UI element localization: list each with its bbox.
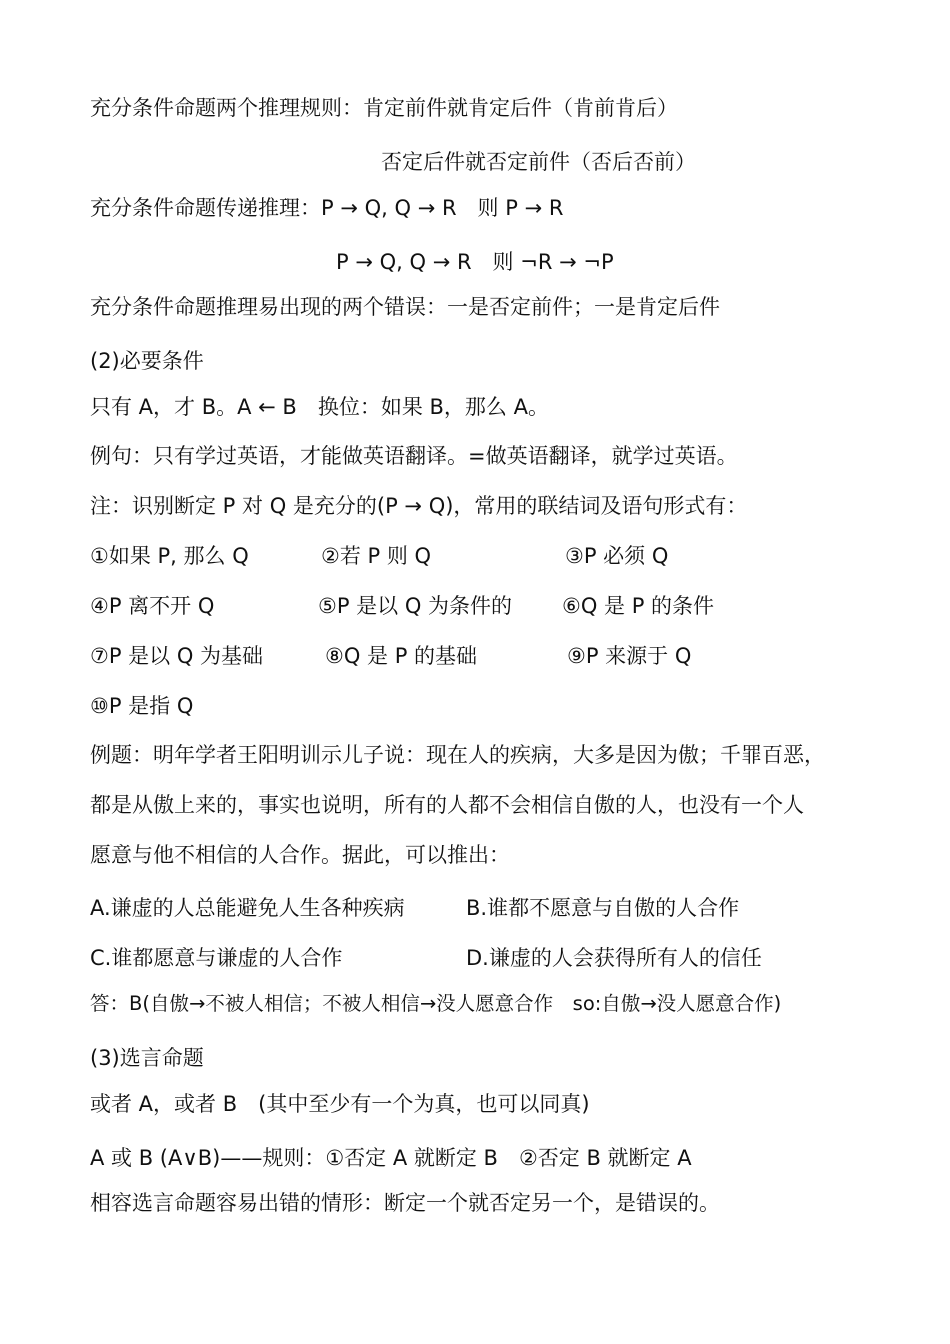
connective-form: ⑦P 是以 Q 为基础 <box>90 644 264 668</box>
connective-form: ⑨P 来源于 Q <box>567 644 692 668</box>
necessary-condition-definition: 只有 A，才 B。A ← B 换位：如果 B，那么 A。 <box>90 395 549 419</box>
sufficient-condition-rules: 充分条件命题两个推理规则：肯定前件就肯定后件（肯前肯后） <box>90 96 678 120</box>
section-necessary-condition: (2)必要条件 <box>90 349 204 373</box>
option-a: A.谦虚的人总能避免人生各种疾病 <box>90 896 405 920</box>
connective-form: ③P 必须 Q <box>565 544 669 568</box>
option-b: B.谁都不愿意与自傲的人合作 <box>466 896 740 920</box>
disjunctive-definition: 或者 A，或者 B (其中至少有一个为真，也可以同真) <box>90 1092 590 1116</box>
connective-form: ⑤P 是以 Q 为条件的 <box>318 594 513 618</box>
disjunctive-rule: A 或 B (A∨B)——规则：①否定 A 就断定 B ②否定 B 就断定 A <box>90 1146 692 1170</box>
example-question-line-2: 都是从傲上来的，事实也说明，所有的人都不会相信自傲的人，也没有一个人 <box>90 793 804 817</box>
transitive-inference-contrapositive: P → Q, Q → R 则 ¬R → ¬P <box>336 250 614 274</box>
option-c: C.谁都愿意与谦虚的人合作 <box>90 946 343 970</box>
example-question-line-1: 例题：明年学者王阳明训示儿子说：现在人的疾病，大多是因为傲；千罪百恶， <box>90 743 825 767</box>
example-question-line-3: 愿意与他不相信的人合作。据此，可以推出： <box>90 843 510 867</box>
connective-form: ⑥Q 是 P 的条件 <box>562 594 715 618</box>
connective-form: ①如果 P, 那么 Q <box>90 544 249 568</box>
sufficient-condition-rule-2: 否定后件就否定前件（否后否前） <box>381 150 696 174</box>
section-disjunctive-proposition: (3)选言命题 <box>90 1046 204 1070</box>
answer: 答：B(自傲→不被人相信；不被人相信→没人愿意合作 so:自傲→没人愿意合作) <box>90 992 782 1015</box>
note-connectives: 注：识别断定 P 对 Q 是充分的(P → Q)，常用的联结词及语句形式有： <box>90 494 748 518</box>
connective-form: ④P 离不开 Q <box>90 594 215 618</box>
option-d: D.谦虚的人会获得所有人的信任 <box>466 946 762 970</box>
connective-form: ⑧Q 是 P 的基础 <box>325 644 478 668</box>
disjunctive-error: 相容选言命题容易出错的情形：断定一个就否定另一个，是错误的。 <box>90 1191 720 1215</box>
example-sentence: 例句：只有学过英语，才能做英语翻译。=做英语翻译，就学过英语。 <box>90 444 738 468</box>
common-errors: 充分条件命题推理易出现的两个错误：一是否定前件；一是肯定后件 <box>90 295 720 319</box>
connective-form: ⑩P 是指 Q <box>90 694 194 718</box>
connective-form: ②若 P 则 Q <box>321 544 432 568</box>
transitive-inference: 充分条件命题传递推理：P → Q, Q → R 则 P → R <box>90 196 564 220</box>
